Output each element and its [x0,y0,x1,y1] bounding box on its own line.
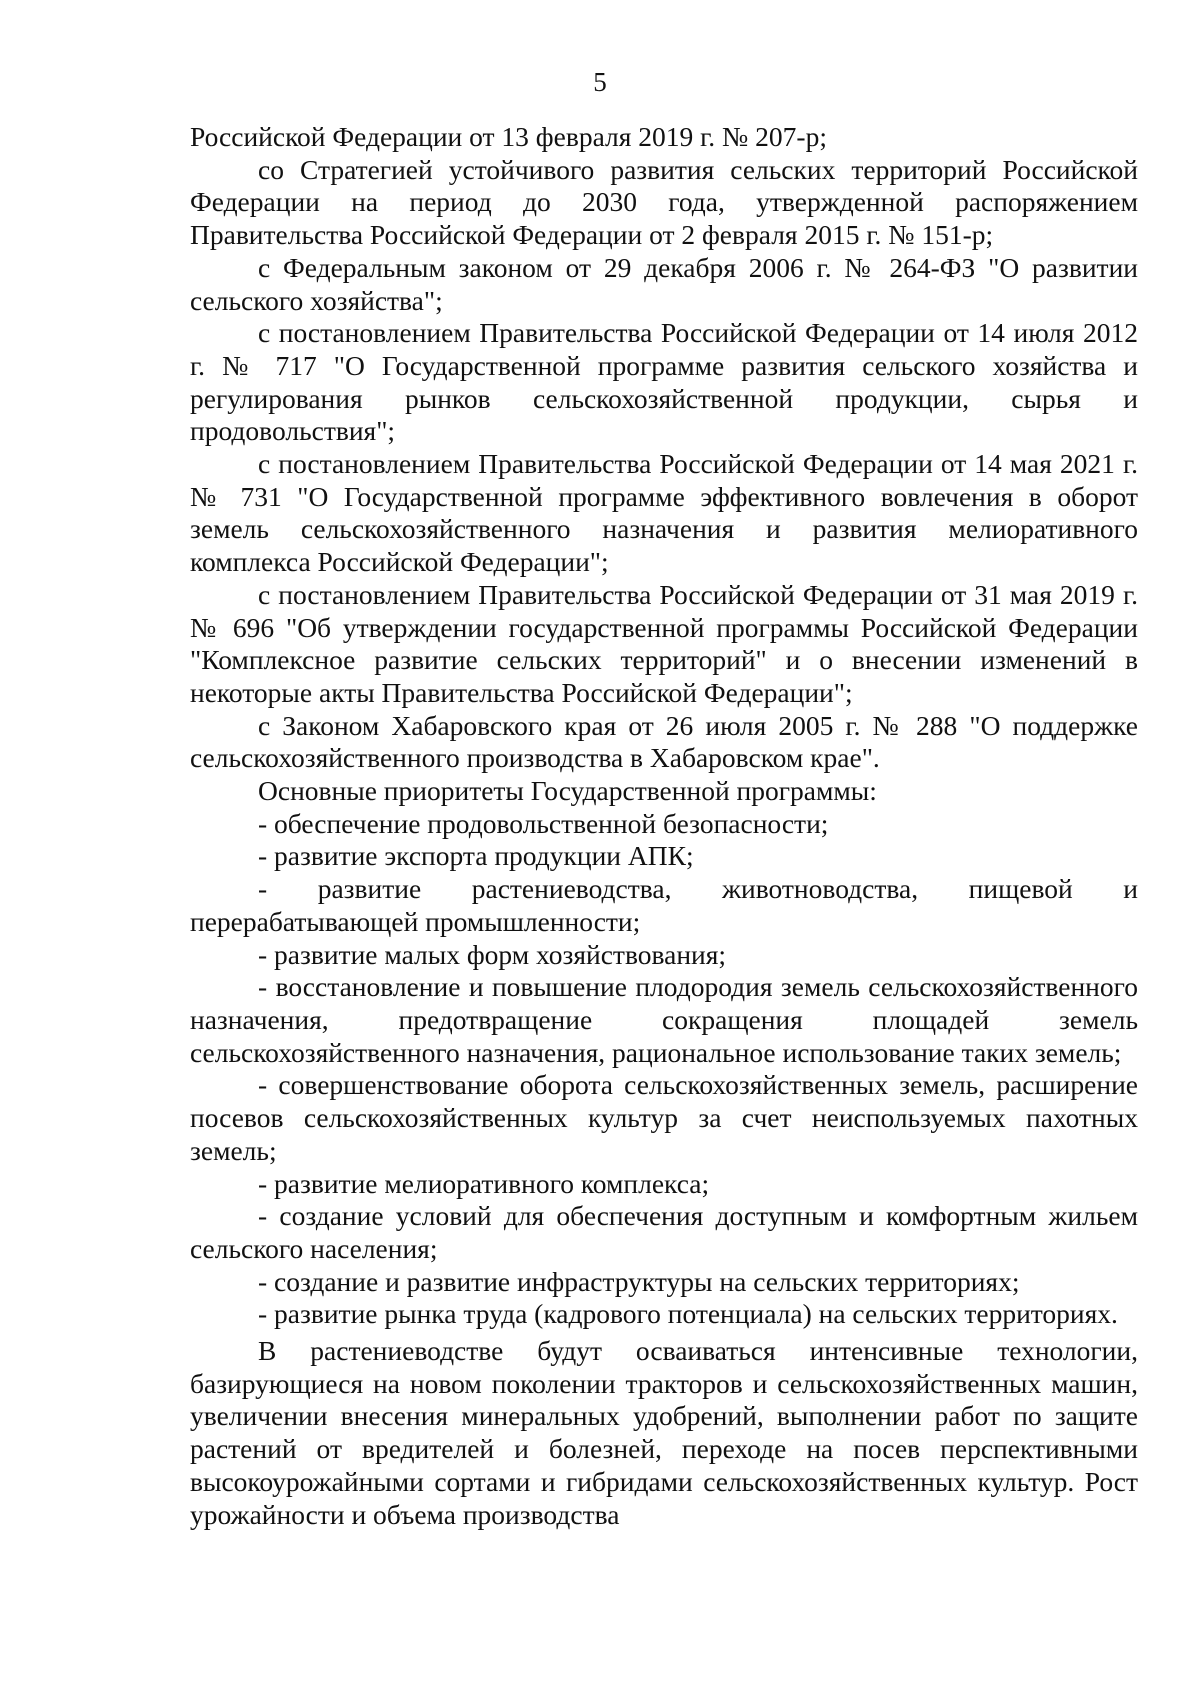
list-item: - развитие рынка труда (кадрового потенциала) на сельских территориях. [258,1298,1118,1330]
list-item: - развитие малых форм хозяйствования; [258,938,727,970]
priorities-heading: Основные приоритеты Государственной программы: [258,775,877,807]
list-item: - обеспечение продовольственной безопасности; [258,807,829,839]
paragraph-resolution-731: с постановлением Правительства Российской Федерации от 14 мая 2021 г. № 731 "О Государственной программе эффективного вовлечения в оборот земель сельскохозяйственного назначения и развития мелиоративного комплекса Российской Федерации"; [190,448,1138,578]
list-item: - восстановление и повышение плодородия земель сельскохозяйственного назначения, предотвращение сокращения площадей земель сельскохозяйственного назначения, рациональное использование таких земель; [190,971,1138,1068]
paragraph-continuation: Российской Федерации от 13 февраля 2019 г. № 207-р; [190,121,827,152]
list-item: - развитие экспорта продукции АПК; [258,840,694,872]
list-item: - развитие растениеводства, животноводства, пищевой и перерабатывающей промышленности; [190,873,1138,937]
paragraph-strategy: со Стратегией устойчивого развития сельских территорий Российской Федерации на период до 2030 года, утвержденной распоряжением Правительства Российской Федерации от 2 февраля 2015 г. № 151-р; [190,153,1138,251]
list-item: - создание условий для обеспечения доступным и комфортным жильем сельского населения; [190,1200,1138,1264]
list-item: - совершенствование оборота сельскохозяйственных земель, расширение посевов сельскохозяйственных культур за счет неиспользуемых пахотных земель; [190,1069,1138,1166]
paragraph-resolution-717: с постановлением Правительства Российской Федерации от 14 июля 2012 г. № 717 "О Государственной программе развития сельского хозяйства и регулирования рынков сельскохозяйственной продукции, сырья и продовольствия"; [190,317,1138,447]
paragraph-regional-law: с Законом Хабаровского края от 26 июля 2005 г. № 288 "О поддержке сельскохозяйственного производства в Хабаровском крае". [190,709,1138,774]
document-body [190,121,1138,1531]
page-number: 5 [593,67,607,97]
paragraph-crop-production: В растениеводстве будут осваиваться интенсивные технологии, базирующиеся на новом поколении тракторов и сельскохозяйственных машин, увеличении внесения минеральных удобрений, выполнении работ по защите растений от вредителей и болезней, переходе на посев перспективными высокоурожайными сортами и гибридами сельскохозяйственных культур. Рост урожайности и объема производства [190,1335,1138,1530]
paragraph-federal-law: с Федеральным законом от 29 декабря 2006 г. № 264-ФЗ "О развитии сельского хозяйства"; [190,251,1138,316]
paragraph-resolution-696: с постановлением Правительства Российской Федерации от 31 мая 2019 г. № 696 "Об утверждении государственной программы Российской Федерации "Комплексное развитие сельских территорий" и о внесении изменений в некоторые акты Правительства Российской Федерации"; [190,578,1138,708]
list-item: - создание и развитие инфраструктуры на сельских территориях; [258,1265,1020,1297]
list-item: - развитие мелиоративного комплекса; [258,1167,710,1199]
